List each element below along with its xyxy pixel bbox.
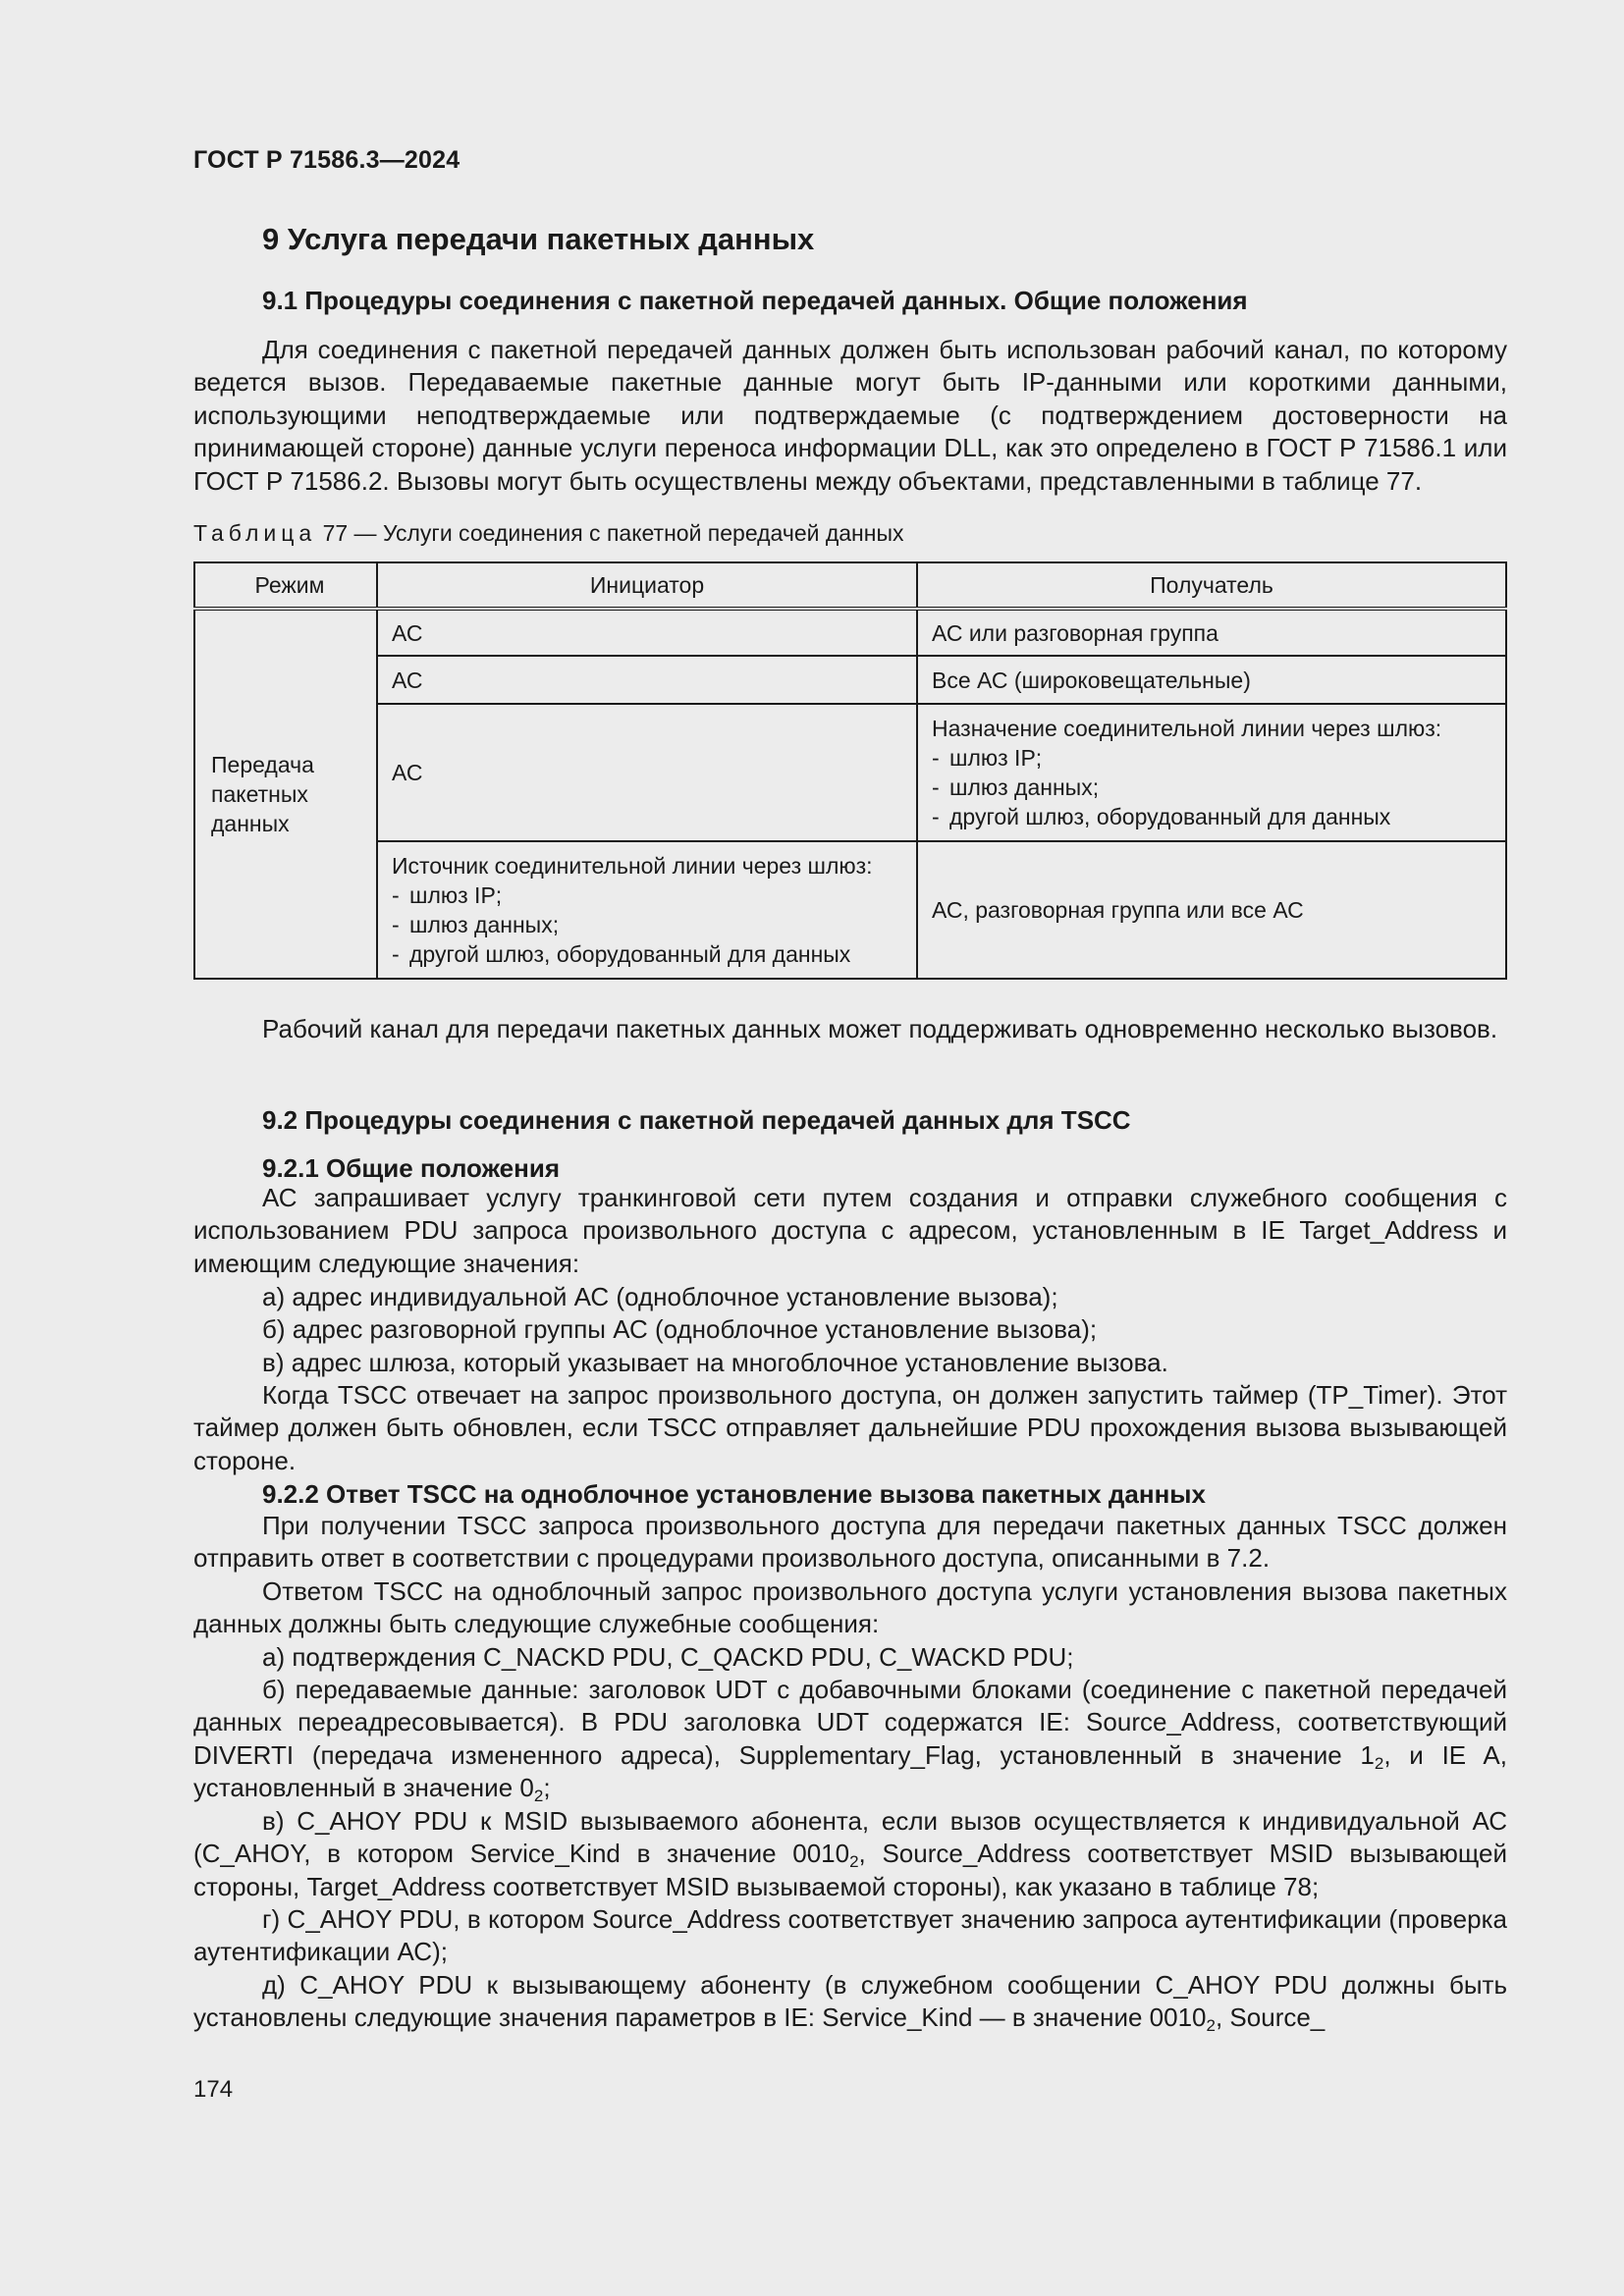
subscript: 2 [533, 1787, 544, 1806]
table-cell-mode: Передача пакетных данных [194, 609, 377, 979]
subscript: 2 [1206, 2016, 1216, 2036]
cell-list-item-text: шлюз IP; [949, 745, 1043, 771]
table-cell-initiator: АС [377, 656, 917, 704]
after-table-paragraph: Рабочий канал для передачи пакетных данных может поддерживать одновременно несколько вызовов. [262, 1014, 1498, 1043]
cell-list-item-text: другой шлюз, оборудованный для данных [409, 941, 851, 967]
list-item [193, 1805, 1507, 1903]
list-item-text: , Source_ [1215, 2002, 1326, 2033]
cell-list-item-text: шлюз данных; [409, 912, 560, 937]
table-cell-initiator: АС [377, 704, 917, 841]
table-caption-text: 77 — Услуги соединения с пакетной передачей данных [322, 520, 904, 546]
document-header: ГОСТ Р 71586.3—2024 [193, 146, 460, 174]
list-item [193, 1674, 1507, 1805]
section-9-2-1-paragraph: АС запрашивает услугу транкинговой сети путем создания и отправки служебного сообщения с использованием PDU запроса произвольного доступа с адресом, установленным в IE Target_Address и имеющим следующие значения: [193, 1183, 1507, 1278]
list-item-text: д) C_AHOY PDU к вызывающему абоненту (в служебном сообщении C_AHOY PDU должны быть установлены следующие значения параметров в IE: Service_Kind — в значение 0010 [193, 1970, 1507, 2033]
subscript: 2 [1374, 1753, 1384, 1773]
table-row [194, 656, 1506, 704]
section-9-1-title: 9.1 Процедуры соединения с пакетной передачей данных. Общие положения [262, 286, 1248, 315]
cell-list-item-text: шлюз данных; [949, 774, 1100, 800]
cell-list-item-text: другой шлюз, оборудованный для данных [949, 804, 1391, 829]
list-item: а) адрес индивидуальной АС (одноблочное установление вызова); [262, 1282, 1058, 1311]
page-number: 174 [193, 2076, 234, 2103]
table-caption-word: Таблица [193, 520, 317, 546]
table-cell-initiator [377, 841, 917, 979]
table-cell-recipient: АС или разговорная группа [917, 609, 1506, 656]
table-cell-recipient: Все АС (широковещательные) [917, 656, 1506, 704]
section-9-2-1-paragraph-2: Когда TSCC отвечает на запрос произвольного доступа, он должен запустить таймер (TP_Timer). Этот таймер должен быть обновлен, если TSCC отправляет дальнейшие PDU прохождения вызова вызывающей стороне. [193, 1380, 1507, 1475]
cell-list-item: - шлюз IP; [932, 745, 1043, 771]
table-header-initiator: Инициатор [377, 562, 917, 609]
section-9-title: 9 Услуга передачи пакетных данных [262, 222, 815, 256]
table-header-mode: Режим [194, 562, 377, 609]
section-9-2-1-title: 9.2.1 Общие положения [262, 1153, 560, 1183]
section-9-2-2-paragraph-2: Ответом TSCC на одноблочный запрос произвольного доступа услуги установления вызова пакетных данных должны быть следующие служебные сообщения: [193, 1576, 1507, 1639]
list-item [193, 1969, 1507, 2035]
list-item-text: , и IE A, установленный в значение 0 [193, 1739, 1507, 1803]
list-item: г) C_AHOY PDU, в котором Source_Address соответствует значению запроса аутентификации (проверка аутентификации АС); [193, 1904, 1507, 1967]
list-item-text: ; [543, 1773, 551, 1803]
section-9-2-2-title: 9.2.2 Ответ TSCC на одноблочное установление вызова пакетных данных [262, 1479, 1206, 1509]
table-row [194, 704, 1506, 841]
subscript: 2 [849, 1852, 859, 1872]
list-item: б) адрес разговорной группы АС (одноблочное установление вызова); [262, 1314, 1098, 1344]
list-item-text: б) передаваемые данные: заголовок UDT с добавочными блоками (соединение с пакетной передачей данных переадресовывается). В PDU заголовка UDT содержатся IE: Source_Address, соответствующий DIVERTI (передача измененного адреса), Supplementary_Flag, установленный в значение 1 [193, 1675, 1507, 1770]
section-9-2-title: 9.2 Процедуры соединения с пакетной передачей данных для TSCC [262, 1105, 1131, 1135]
table-cell-recipient: АС, разговорная группа или все АС [917, 841, 1506, 979]
cell-list-item: - шлюз IP; [392, 882, 503, 908]
list-item-text: в) C_AHOY PDU к MSID вызываемого абонента, если вызов осуществляется к индивидуальной АС (C_AHOY, в котором Service_Kind в значение 0010 [193, 1806, 1507, 1869]
cell-list-title: Источник соединительной линии через шлюз: [392, 853, 873, 879]
cell-list-title: Назначение соединительной линии через шлюз: [932, 716, 1442, 741]
cell-list-item: - другой шлюз, оборудованный для данных [932, 804, 1391, 829]
table-row [194, 841, 1506, 979]
cell-list-item-text: шлюз IP; [409, 882, 503, 908]
table-header-recipient: Получатель [917, 562, 1506, 609]
table-cell-initiator: АС [377, 609, 917, 656]
table-77-caption [193, 520, 904, 547]
section-9-1-paragraph: Для соединения с пакетной передачей данных должен быть использован рабочий канал, по которому ведется вызов. Передаваемые пакетные данные могут быть IP-данными или короткими данными, использующими неподтверждаемые или подтверждаемые (с подтверждением достоверности на принимающей стороне) данные услуги переноса информации DLL, как это определено в ГОСТ Р 71586.1 или ГОСТ Р 71586.2. Вызовы могут быть осуществлены между объектами, представленными в таблице 77. [193, 335, 1507, 496]
list-item-text: , Source_Address соответствует MSID вызывающей стороны, Target_Address соответствует MSID вызываемой стороны), как указано в таблице 78; [193, 1839, 1507, 1901]
list-item: в) адрес шлюза, который указывает на многоблочное установление вызова. [262, 1348, 1168, 1377]
table-row [194, 609, 1506, 656]
list-item: а) подтверждения C_NACKD PDU, C_QACKD PDU, C_WACKD PDU; [262, 1642, 1074, 1672]
table-77 [193, 561, 1507, 980]
cell-list-item: - шлюз данных; [392, 912, 560, 937]
section-9-2-2-paragraph: При получении TSCC запроса произвольного доступа для передачи пакетных данных TSCC должен отправить ответ в соответствии с процедурами произвольного доступа, описанными в 7.2. [193, 1511, 1507, 1574]
table-cell-recipient [917, 704, 1506, 841]
cell-list-item: - другой шлюз, оборудованный для данных [392, 941, 851, 967]
cell-list-item: - шлюз данных; [932, 774, 1100, 800]
